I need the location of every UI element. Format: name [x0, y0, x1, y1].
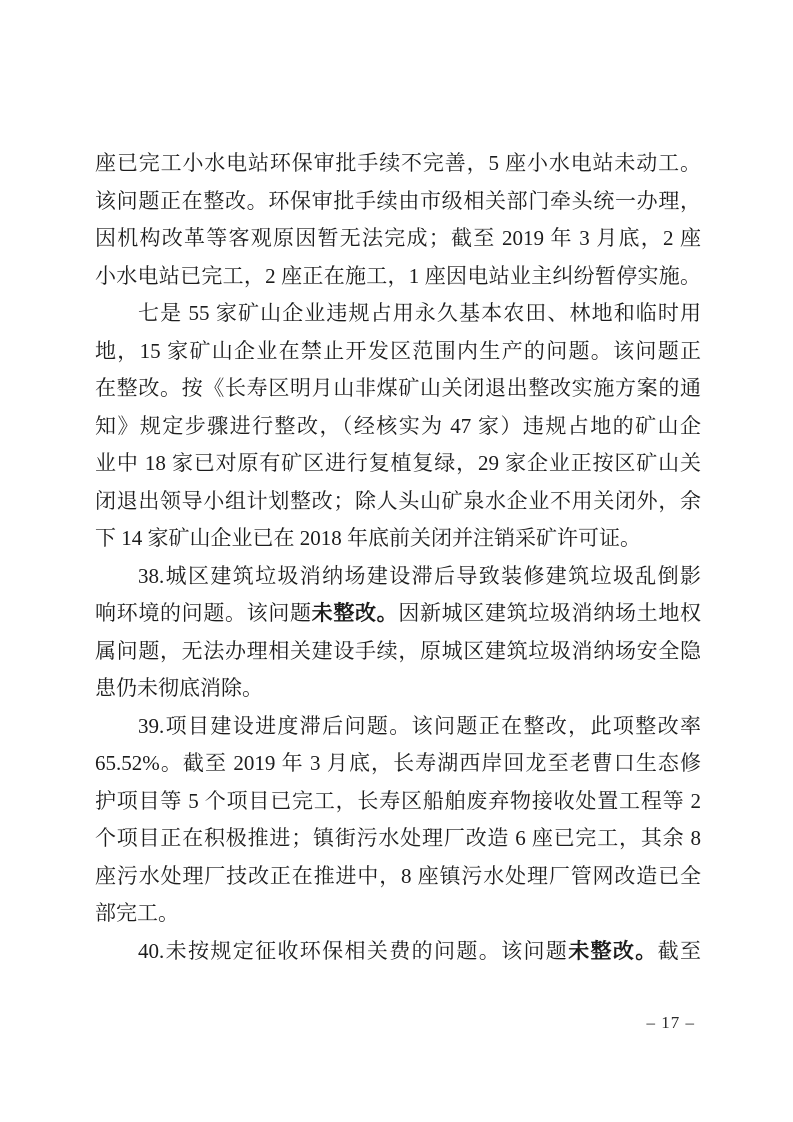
- bold-emphasis: 未整改。: [311, 601, 399, 625]
- paragraph: [95, 708, 701, 933]
- document-body: [95, 145, 701, 970]
- text-segment: 65.52%。截至 2019 年 3 月底，长寿湖西岸回龙至老曹口生态修: [95, 751, 701, 775]
- text-line: [95, 558, 701, 596]
- text-segment: 个项目正在积极推进；镇街污水处理厂改造 6 座已完工，其余 8: [95, 826, 701, 850]
- text-line: [95, 708, 701, 746]
- text-line: [95, 595, 701, 633]
- text-line: [95, 483, 701, 521]
- text-line: [95, 820, 701, 858]
- text-line: [95, 333, 701, 371]
- text-segment: 护项目等 5 个项目已完工，长寿区船舶废弃物接收处置工程等 2: [95, 788, 701, 813]
- text-segment: 该问题正在整改。环保审批手续由市级相关部门牵头统一办理，: [95, 188, 701, 213]
- text-line: [95, 933, 701, 971]
- text-segment: 部完工。: [95, 901, 179, 925]
- text-segment: 属问题，无法办理相关建设手续，原城区建筑垃圾消纳场安全隐: [95, 638, 701, 663]
- text-segment: 因新城区建筑垃圾消纳场土地权: [398, 601, 701, 625]
- text-line: [95, 295, 701, 333]
- text-line: [95, 670, 701, 708]
- text-line: [95, 745, 701, 783]
- page-number: – 17 –: [646, 1013, 695, 1032]
- text-line: [95, 633, 701, 671]
- text-line: [95, 783, 701, 821]
- text-segment: 患仍未彻底消除。: [95, 676, 263, 700]
- text-segment: 座已完工小水电站环保审批手续不完善，5 座小水电站未动工。: [95, 151, 701, 175]
- paragraph: [95, 295, 701, 558]
- text-line: [95, 183, 701, 221]
- text-segment: 38.城区建筑垃圾消纳场建设滞后导致装修建筑垃圾乱倒影: [138, 563, 701, 588]
- text-segment: 39.项目建设进度滞后问题。该问题正在整改，此项整改率: [138, 713, 701, 738]
- text-segment: 知》规定步骤进行整改，（经核实为 47 家）违规占地的矿山企: [95, 413, 701, 438]
- text-line: [95, 370, 701, 408]
- text-segment: 座污水处理厂技改正在推进中，8 座镇污水处理厂管网改造已全: [95, 863, 701, 888]
- text-line: [95, 220, 701, 258]
- text-segment: 地，15 家矿山企业在禁止开发区范围内生产的问题。该问题正: [95, 338, 701, 363]
- text-segment: 下 14 家矿山企业已在 2018 年底前关闭并注销采矿许可证。: [95, 526, 641, 550]
- text-segment: 在整改。按《长寿区明月山非煤矿山关闭退出整改实施方案的通: [95, 376, 701, 400]
- text-line: [95, 895, 701, 933]
- text-segment: 截至: [657, 938, 701, 963]
- bold-emphasis: 未整改。: [568, 938, 658, 963]
- text-segment: 业中 18 家已对原有矿区进行复植复绿，29 家企业正按区矿山关: [95, 451, 701, 475]
- text-line: [95, 258, 701, 296]
- text-line: [95, 445, 701, 483]
- paragraph: [95, 933, 701, 971]
- text-segment: 响环境的问题。该问题: [95, 601, 312, 625]
- paragraph: [95, 145, 701, 295]
- text-line: [95, 145, 701, 183]
- text-segment: 因机构改革等客观原因暂无法完成；截至 2019 年 3 月底，2 座: [95, 226, 701, 250]
- text-line: [95, 408, 701, 446]
- text-segment: 闭退出领导小组计划整改；除人头山矿泉水企业不用关闭外，余: [95, 488, 701, 513]
- text-line: [95, 858, 701, 896]
- text-line: [95, 520, 701, 558]
- text-segment: 40.未按规定征收环保相关费的问题。该问题: [138, 938, 569, 963]
- text-segment: 小水电站已完工，2 座正在施工，1 座因电站业主纠纷暂停实施。: [95, 263, 701, 288]
- paragraph: [95, 558, 701, 708]
- text-segment: 七是 55 家矿山企业违规占用永久基本农田、林地和临时用: [138, 301, 701, 325]
